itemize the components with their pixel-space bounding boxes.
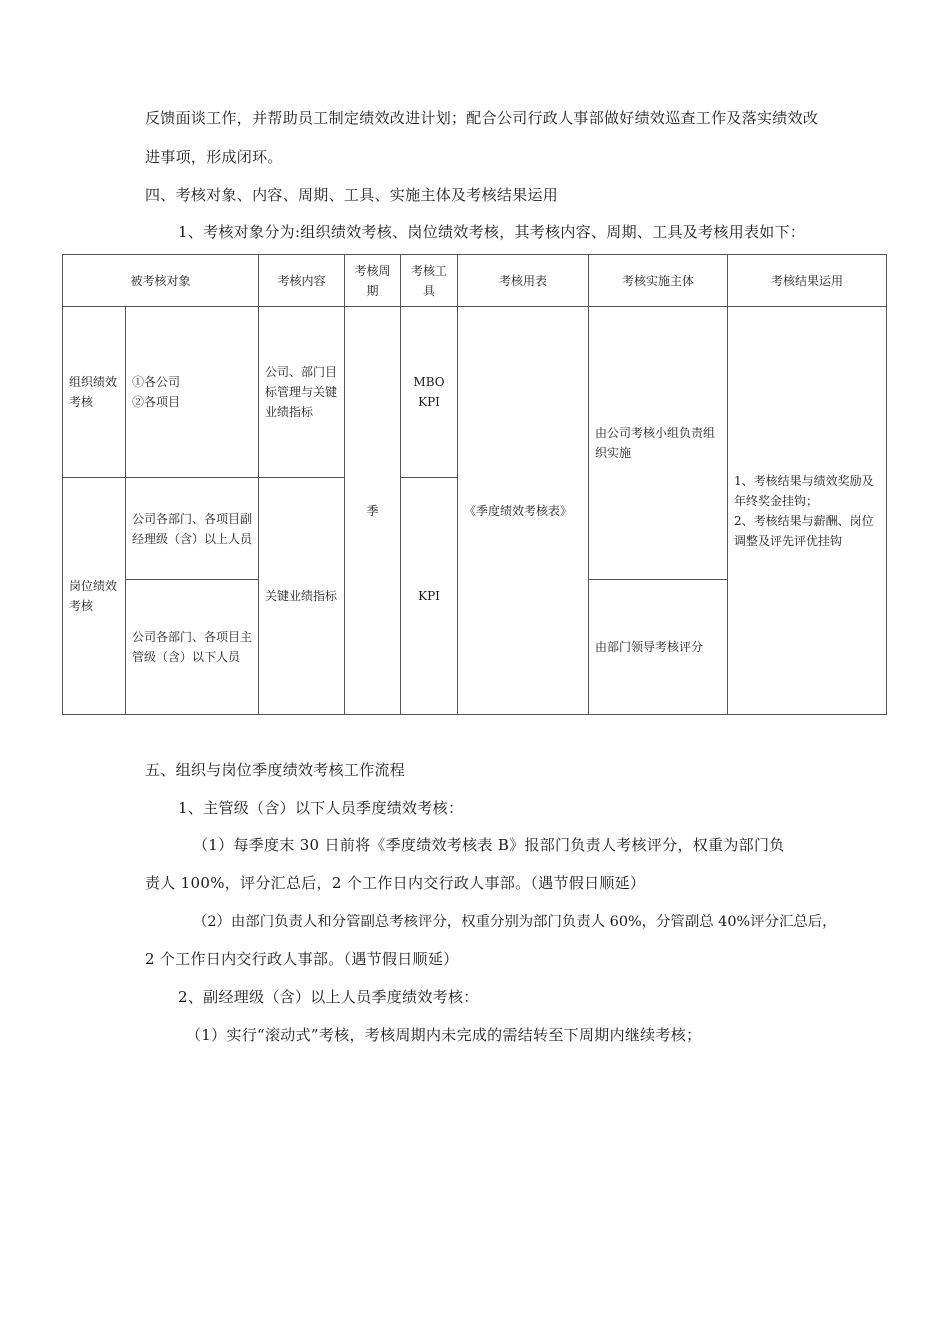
- paragraph-line: （1）每季度末 30 日前将《季度绩效考核表 B》报部门负责人考核评分，权重为部门负: [193, 836, 785, 854]
- form-cell: 《季度绩效考核表》: [458, 307, 589, 715]
- header-tool: 考核工具: [401, 255, 458, 307]
- assessment-table: [62, 254, 887, 715]
- paragraph-line: 1、考核对象分为:组织绩效考核、岗位绩效考核，其考核内容、周期、工具及考核用表如下：: [178, 223, 806, 241]
- paragraph-line: 2 个工作日内交行政人事部。（遇节假日顺延）: [145, 950, 459, 968]
- exec-dept-cell: 由部门领导考核评分: [589, 580, 728, 715]
- org-label-cell: 组织绩效考核: [63, 307, 126, 478]
- post-content-cell: 关键业绩指标: [259, 478, 345, 715]
- subsection-2: 2、副经理级（含）以上人员季度绩效考核：: [178, 988, 479, 1006]
- header-form: 考核用表: [458, 255, 589, 307]
- paragraph-line: （2）由部门负责人和分管副总考核评分，权重分别为部门负责人 60%，分管副总 40%评分汇总后，: [193, 914, 837, 930]
- org-items-cell: ①各公司 ②各项目: [126, 307, 259, 478]
- header-period: 考核周期: [345, 255, 401, 307]
- post-tool-cell: KPI: [401, 478, 458, 715]
- period-cell: 季: [345, 307, 401, 715]
- subsection-1: 1、主管级（含）以下人员季度绩效考核：: [178, 799, 464, 817]
- header-executor: 考核实施主体: [589, 255, 728, 307]
- header-content: 考核内容: [259, 255, 345, 307]
- exec-company-cell: 由公司考核小组负责组织实施: [589, 307, 728, 580]
- header-usage: 考核结果运用: [728, 255, 887, 307]
- paragraph-line: 责人 100%，评分汇总后，2 个工作日内交行政人事部。（遇节假日顺延）: [145, 874, 646, 892]
- post-label-cell: 岗位绩效考核: [63, 478, 126, 715]
- org-tool-cell: MBO KPI: [401, 307, 458, 478]
- paragraph-line: 进事项，形成闭环。: [145, 148, 283, 166]
- paragraph-line: （1）实行“滚动式”考核，考核周期内未完成的需结转至下周期内继续考核；: [186, 1026, 702, 1044]
- paragraph-line: 反馈面谈工作，并帮助员工制定绩效改进计划；配合公司行政人事部做好绩效巡查工作及落实绩效改: [145, 109, 819, 127]
- header-object: 被考核对象: [63, 255, 259, 307]
- section-heading-5: 五、组织与岗位季度绩效考核工作流程: [145, 761, 406, 779]
- post-upper-cell: 公司各部门、各项目副经理级（含）以上人员: [126, 478, 259, 580]
- org-content-cell: 公司、部门目标管理与关键业绩指标: [259, 307, 345, 478]
- usage-cell: 1、考核结果与绩效奖励及年终奖金挂钩； 2、考核结果与薪酬、岗位调整及评先评优挂钩: [728, 307, 887, 715]
- post-lower-cell: 公司各部门、各项目主管级（含）以下人员: [126, 580, 259, 715]
- section-heading-4: 四、考核对象、内容、周期、工具、实施主体及考核结果运用: [145, 186, 559, 204]
